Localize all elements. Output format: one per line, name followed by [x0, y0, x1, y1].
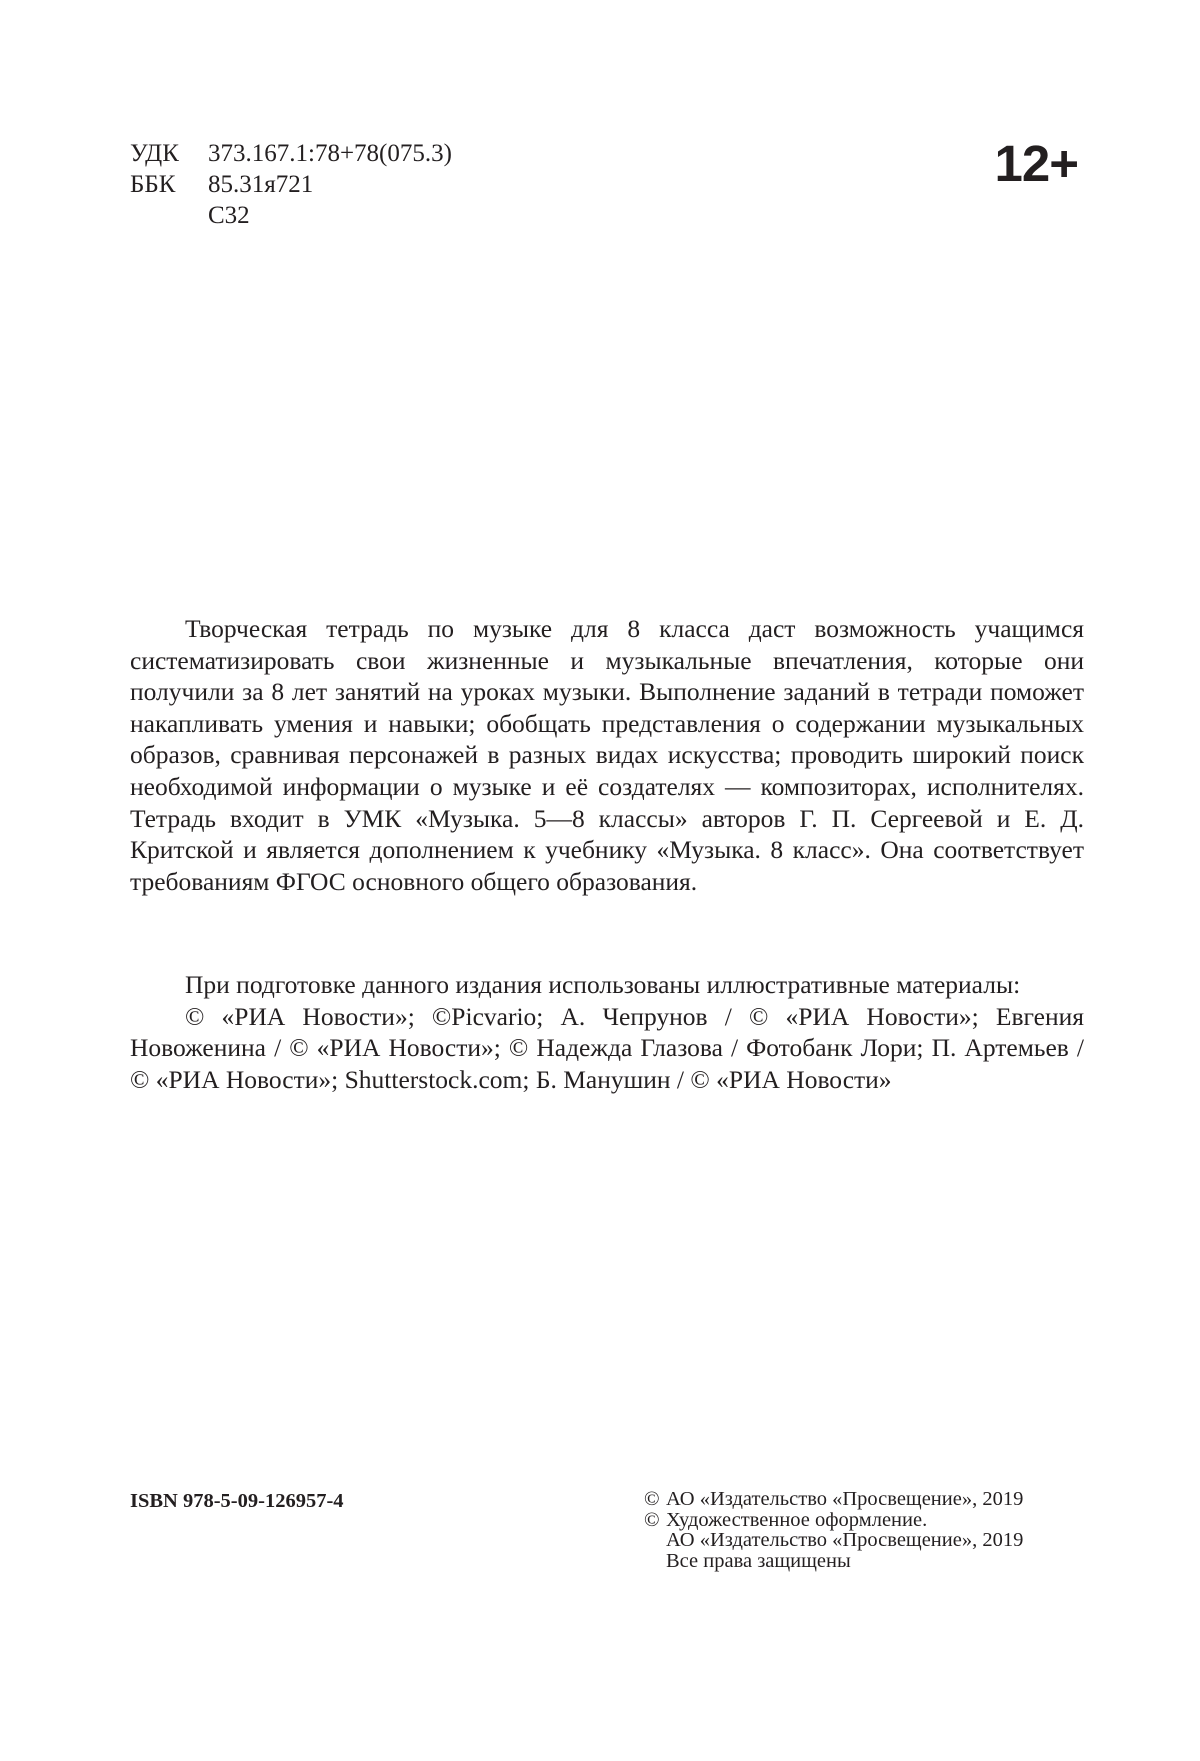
- udk-value: 373.167.1:78+78(075.3): [208, 140, 452, 167]
- copyright-line: [644, 1510, 1084, 1531]
- udk-row: [130, 138, 452, 169]
- classification-block: [130, 138, 452, 231]
- copyright-line: [644, 1489, 1084, 1510]
- copyright-line: [644, 1551, 1084, 1572]
- copyright-text: АО «Издательство «Просвещение», 2019: [666, 1529, 1024, 1551]
- abstract-text: Творческая тетрадь по музыке для 8 класса даст возможность учащимся систематизировать свои жизненные и музыкальные впечатления, которые они получили за 8 лет занятий на уроках музыки. Выполнение заданий в тетради поможет накапливать умения и навыки; обобщать представления о содержании музыкальных образов, сравнивая персонажей в разных видах искусства; проводить широкий поиск необходимой информации о музыке и её создателях — композиторах, исполнителях. Тетрадь входит в УМК «Музыка. 5—8 классы» авторов Г. П. Сергеевой и Е. Д. Критской и является дополнением к учебнику «Музыка. 8 класс». Она соответствует требованиям ФГОС основного общего образования.: [130, 614, 1084, 896]
- illustration-credits: [130, 969, 1084, 1095]
- bbk-label: ББК: [130, 171, 176, 198]
- bbk-row: [130, 169, 452, 200]
- abstract: [130, 613, 1084, 897]
- udk-label: УДК: [130, 140, 179, 167]
- illustration-sources: © «РИА Новости»; ©Picvario; А. Чепрунов / © «РИА Новости»; Евгения Новоженина / © «РИА Новости»; © Надежда Глазова / Фотобанк Лори; П. Артемьев / © «РИА Новости»; Shutterstock.com; Б. Манушин / © «РИА Новости»: [130, 1001, 1084, 1094]
- bbk-value: 85.31я721: [208, 171, 314, 198]
- copyright-text: Все права защищены: [666, 1549, 851, 1572]
- author-mark: С32: [208, 202, 250, 229]
- copyright-line: [644, 1530, 1084, 1551]
- copyright-symbol: ©: [644, 1508, 660, 1531]
- illustration-intro: При подготовке данного издания использованы иллюстративные материалы:: [185, 970, 1021, 999]
- copyright-text: АО «Издательство «Просвещение», 2019: [666, 1488, 1024, 1510]
- copyright-block: [644, 1489, 1084, 1571]
- isbn: ISBN 978-5-09-126957-4: [130, 1490, 344, 1512]
- copyright-text: Художественное оформление.: [666, 1508, 928, 1531]
- author-mark-row: [130, 200, 452, 231]
- age-rating: 12+: [994, 135, 1078, 192]
- copyright-symbol: ©: [644, 1488, 660, 1510]
